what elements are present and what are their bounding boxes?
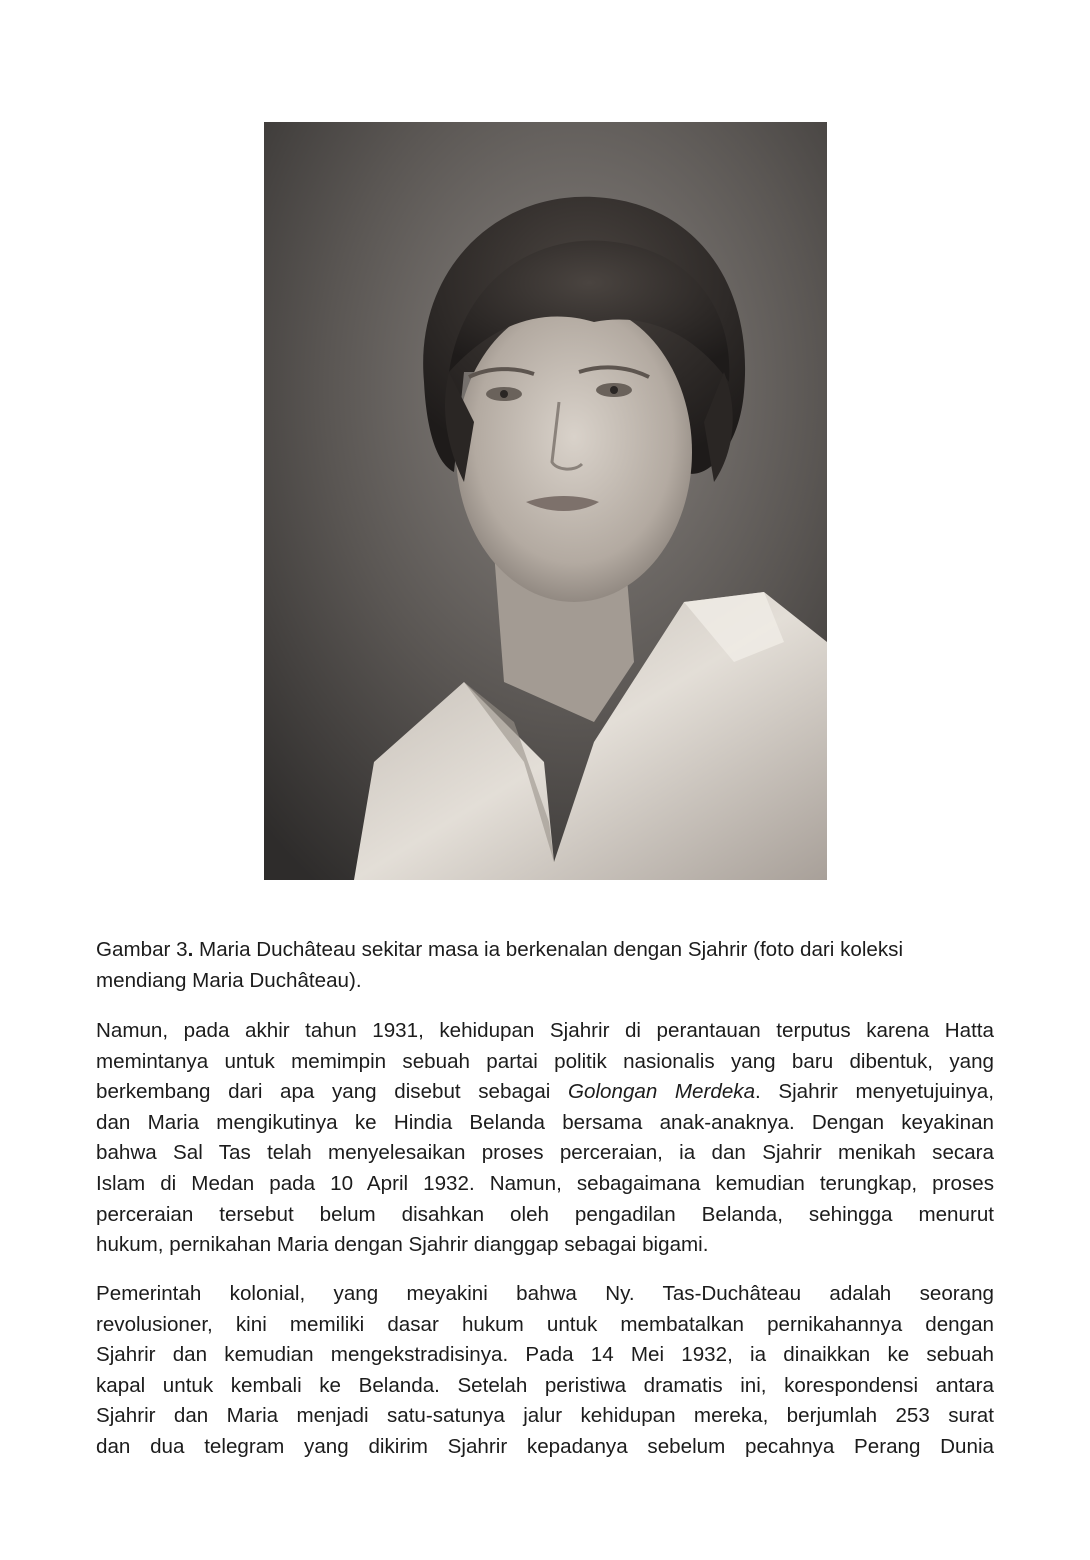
paragraph-line: Sjahrir dan Maria menjadi satu-satunya jalur kehidupan mereka, berjumlah 253 surat (96, 1404, 994, 1428)
text-run: . Sjahrir menyetujuinya, (755, 1080, 994, 1104)
paragraph-line: Pemerintah kolonial, yang meyakini bahwa Ny. Tas-Duchâteau adalah seorang (96, 1282, 994, 1305)
portrait-photo-illustration (264, 122, 827, 880)
figure-label: Gambar 3 (96, 938, 188, 961)
text-run: berkembang dari apa yang disebut sebagai (96, 1080, 568, 1104)
paragraph-2 (96, 1279, 994, 1463)
paragraph-1 (96, 1016, 994, 1261)
caption-text-1: Maria Duchâteau sekitar masa ia berkenalan dengan Sjahrir (foto dari koleksi (193, 938, 904, 961)
paragraph-line: Islam di Medan pada 10 April 1932. Namun, sebagaimana kemudian terungkap, proses (96, 1171, 994, 1195)
paragraph-line (96, 1077, 994, 1108)
paragraph-line: dan Maria mengikutinya ke Hindia Belanda bersama anak-anaknya. Dengan keyakinan (96, 1110, 994, 1134)
paragraph-line: dan dua telegram yang dikirim Sjahrir kepadanya sebelum pecahnya Perang Dunia (96, 1434, 994, 1458)
paragraph-line: hukum, pernikahan Maria dengan Sjahrir dianggap sebagai bigami. (96, 1233, 709, 1257)
caption-line-1 (96, 935, 994, 966)
italic-term: Golongan Merdeka (567, 1080, 756, 1104)
portrait-photo (264, 122, 827, 880)
paragraph-line: memintanya untuk memimpin sebuah partai politik nasionalis yang baru dibentuk, yang (96, 1049, 994, 1073)
figure-label-dot: . (187, 938, 194, 961)
paragraph-line: revolusioner, kini memiliki dasar hukum untuk membatalkan pernikahannya dengan (96, 1312, 994, 1336)
paragraph-line: Sjahrir dan kemudian mengekstradisinya. Pada 14 Mei 1932, ia dinaikkan ke sebuah (96, 1343, 994, 1367)
paragraph-line: bahwa Sal Tas telah menyelesaikan proses perceraian, ia dan Sjahrir menikah secara (96, 1141, 994, 1165)
caption-line-2: mendiang Maria Duchâteau). (96, 968, 362, 992)
figure-caption (96, 935, 994, 996)
paragraph-line: perceraian tersebut belum disahkan oleh pengadilan Belanda, sehingga menurut (96, 1202, 994, 1226)
paragraph-line: Namun, pada akhir tahun 1931, kehidupan Sjahrir di perantauan terputus karena Hatta (96, 1019, 994, 1042)
paragraph-line: kapal untuk kembali ke Belanda. Setelah peristiwa dramatis ini, korespondensi antara (96, 1373, 994, 1397)
